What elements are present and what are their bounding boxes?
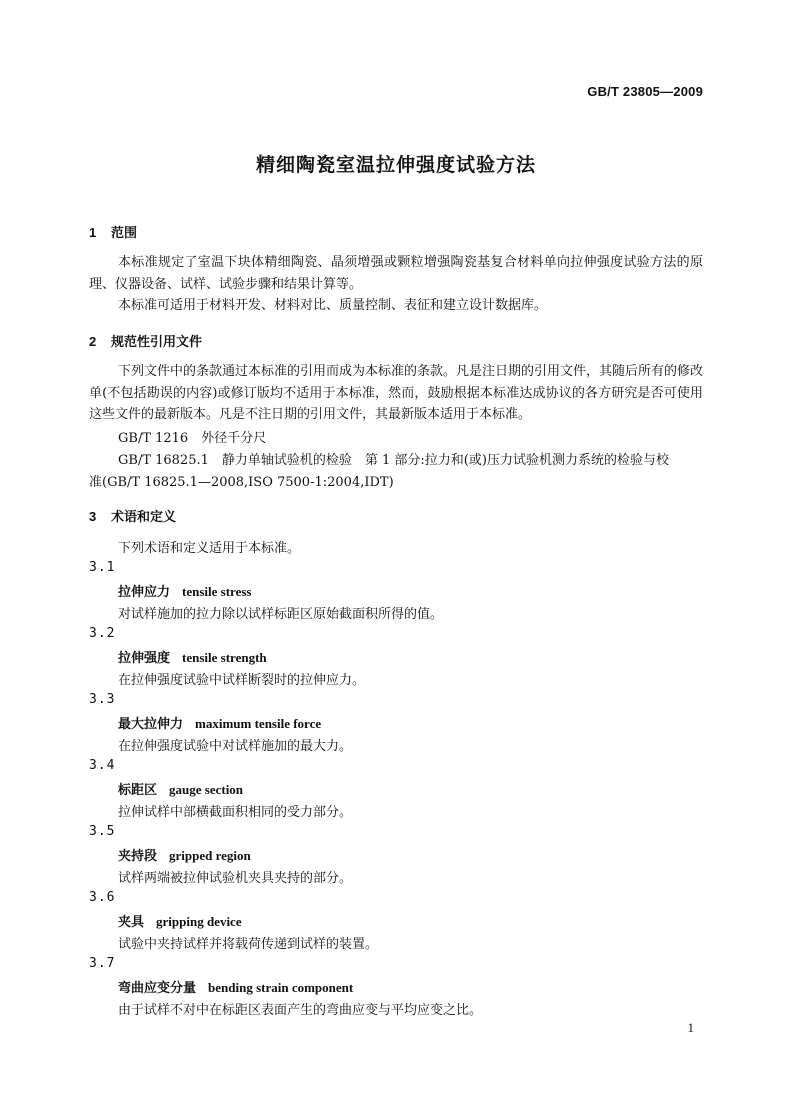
term-number: 3.4	[89, 758, 116, 773]
term-number: 3.6	[89, 890, 116, 905]
section-1-paragraph-1: 本标准规定了室温下块体精细陶瓷、晶须增强或颗粒增强陶瓷基复合材料单向拉伸强度试验方法的原理、仪器设备、试样、试验步骤和结果计算等。	[89, 255, 703, 292]
term-heading	[118, 977, 353, 996]
term-definition: 在拉伸强度试验中试样断裂时的拉伸应力。	[118, 673, 366, 688]
term-heading	[118, 713, 321, 732]
term-definition: 试样两端被拉伸试验机夹具夹持的部分。	[118, 871, 353, 886]
section-1-title: 范围	[111, 226, 138, 241]
term-heading	[118, 779, 243, 798]
term-english: maximum tensile force	[195, 716, 322, 731]
section-2-title: 规范性引用文件	[111, 335, 203, 350]
term-number: 3.7	[89, 956, 116, 971]
term-number: 3.5	[89, 824, 116, 839]
section-1-heading	[89, 222, 137, 241]
term-chinese: 最大拉伸力	[118, 717, 184, 732]
term-chinese: 拉伸应力	[118, 585, 171, 600]
term-definition: 拉伸试样中部横截面积相同的受力部分。	[118, 805, 353, 820]
term-english: tensile strength	[182, 650, 267, 665]
term-english: gripping device	[156, 914, 242, 929]
term-english: tensile stress	[182, 584, 252, 599]
section-2-heading	[89, 331, 202, 350]
term-definition: 在拉伸强度试验中对试样施加的最大力。	[118, 739, 353, 754]
reference-gb-t-1216: GB/T 1216 外径千分尺	[118, 431, 267, 446]
standard-code: GB/T 23805—2009	[587, 84, 703, 99]
term-chinese: 拉伸强度	[118, 651, 171, 666]
section-3-heading	[89, 506, 176, 525]
term-english: bending strain component	[208, 980, 354, 995]
section-2-number: 2	[89, 334, 97, 349]
term-chinese: 弯曲应变分量	[118, 981, 197, 996]
term-number: 3.1	[89, 560, 116, 575]
term-chinese: 夹具	[118, 915, 145, 930]
term-english: gauge section	[169, 782, 244, 797]
page-number: 1	[687, 1020, 694, 1035]
term-number: 3.3	[89, 692, 116, 707]
term-chinese: 夹持段	[118, 849, 158, 864]
section-3-intro: 下列术语和定义适用于本标准。	[118, 541, 301, 556]
reference-gb-t-16825-line-1: GB/T 16825.1 静力单轴试验机的检验 第 1 部分:拉力和(或)压力试验机测力系统的检验与校	[118, 453, 669, 468]
section-3-title: 术语和定义	[111, 510, 177, 525]
term-definition: 由于试样不对中在标距区表面产生的弯曲应变与平均应变之比。	[118, 1003, 483, 1018]
term-number: 3.2	[89, 626, 116, 641]
term-heading	[118, 581, 251, 600]
section-1-paragraph-2: 本标准可适用于材料开发、材料对比、质量控制、表征和建立设计数据库。	[118, 298, 548, 313]
document-title: 精细陶瓷室温拉伸强度试验方法	[255, 154, 536, 176]
term-chinese: 标距区	[118, 783, 158, 798]
term-definition: 试验中夹持试样并将载荷传递到试样的装置。	[118, 937, 379, 952]
section-2-paragraph-1: 下列文件中的条款通过本标准的引用而成为本标准的条款。凡是注日期的引用文件，其随后所有的修改单(不包括勘误的内容)或修订版均不适用于本标准，然而，鼓励根据本标准达成协议的各方研究是否可使用这些文件的最新版本。凡是不注日期的引用文件，其最新版本适用于本标准。	[89, 364, 704, 422]
term-heading	[118, 647, 267, 666]
term-english: gripped region	[169, 848, 251, 863]
term-heading	[118, 845, 251, 864]
reference-gb-t-16825-line-2: 准(GB/T 16825.1—2008,ISO 7500-1:2004,IDT)	[89, 475, 394, 490]
term-definition: 对试样施加的拉力除以试样标距区原始截面积所得的值。	[118, 607, 444, 622]
section-3-number: 3	[89, 509, 97, 524]
term-heading	[118, 911, 242, 930]
section-1-number: 1	[89, 225, 97, 240]
